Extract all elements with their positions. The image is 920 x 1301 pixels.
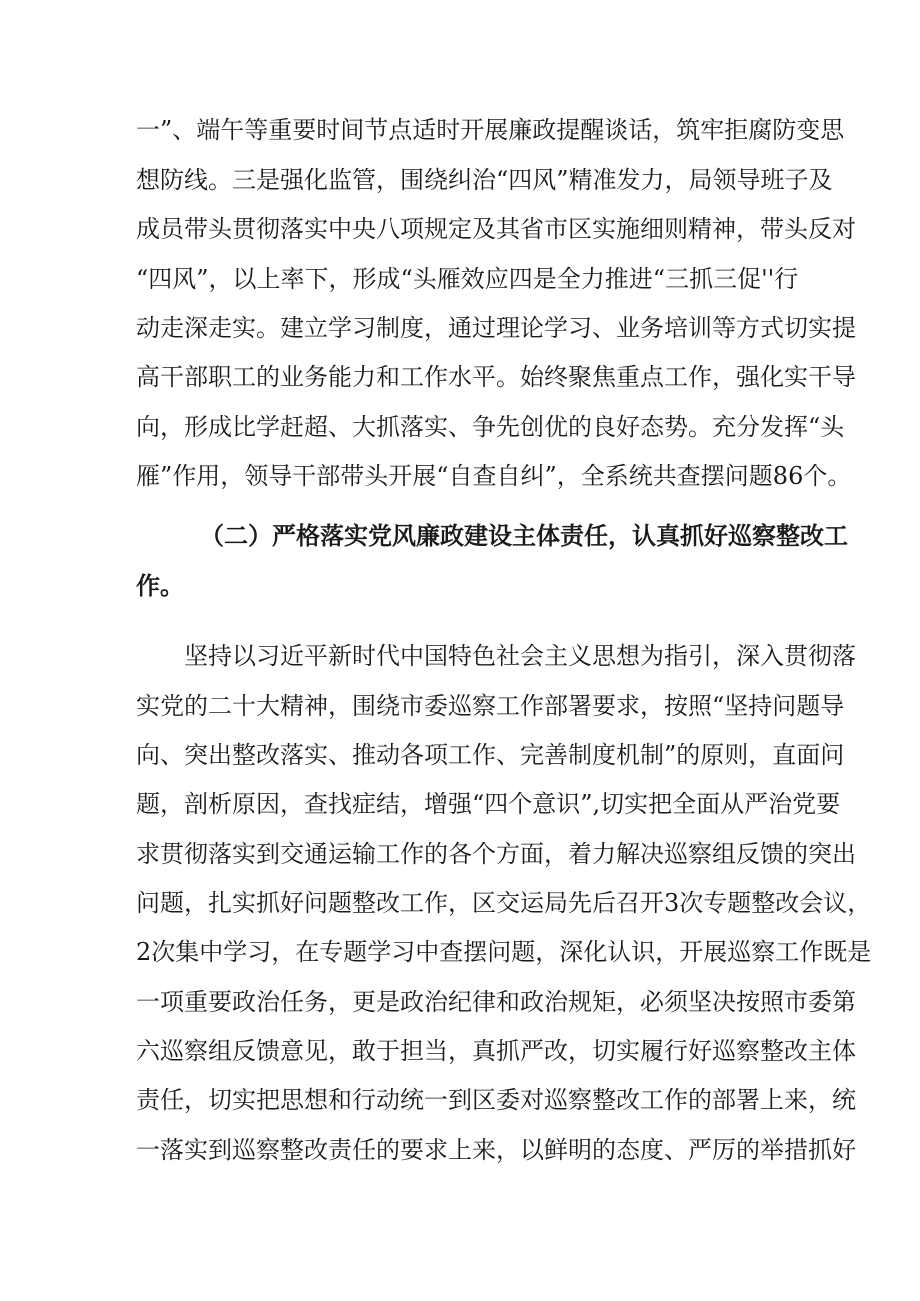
paragraph-2-line: 题，剖析原因，查找症结，增强“四个意识”,切实把全面从严治党要 xyxy=(136,790,841,818)
paragraph-2-line: 六巡察组反馈意见，敢于担当，真抓严改，切实履行好巡察整改主体 xyxy=(136,1037,856,1065)
paragraph-2-line: 责任，切实把思想和行动统一到区委对巡察整改工作的部署上来，统 xyxy=(136,1086,856,1114)
paragraph-1-line: 一”、端午等重要时间节点适时开展廉政提醒谈话，筑牢拒腐防变思 xyxy=(136,116,845,144)
paragraph-2-line: 求贯彻落实到交通运输工作的各个方面，着力解决巡察组反馈的突出 xyxy=(136,840,856,868)
paragraph-2-line: 实党的二十大精神，围绕市委巡察工作部署要求，按照“坚持问题导 xyxy=(136,692,845,720)
section-heading-line-1: （二）严格落实党风廉政建设主体责任，认真抓好巡察整改工 xyxy=(200,521,848,550)
paragraph-1-line: 高干部职工的业务能力和工作水平。始终聚焦重点工作，强化实干导 xyxy=(136,363,856,391)
paragraph-2-line: 问题，扎实抓好问题整改工作，区交运局先后召开3次专题整改会议， xyxy=(136,889,872,917)
paragraph-2-line: 一项重要政治任务，更是政治纪律和政治规矩，必须坚决按照市委第 xyxy=(136,988,856,1016)
paragraph-1-line: “四风”，以上率下，形成“头雁效应四是全力推进“三抓三促''行 xyxy=(136,265,799,293)
section-heading-line-2: 作。 xyxy=(136,571,184,600)
paragraph-1-line: 动走深走实。建立学习制度，通过理论学习、业务培训等方式切实提 xyxy=(136,314,856,342)
paragraph-2-line: 2次集中学习，在专题学习中查摆问题，深化认识，开展巡察工作既是 xyxy=(136,938,872,966)
paragraph-1-line: 向，形成比学赶超、大抓落实、争先创优的良好态势。充分发挥“头 xyxy=(136,413,845,441)
paragraph-1-line: 雁”作用，领导干部带头开展“自查自纠”，全系统共查摆问题86个。 xyxy=(136,462,852,490)
paragraph-2-line: 坚持以习近平新时代中国特色社会主义思想为指引，深入贯彻落 xyxy=(184,642,856,670)
paragraph-1-line: 想防线。三是强化监管，围绕纠治“四风”精准发力，局领导班子及 xyxy=(136,166,833,194)
paragraph-1-line: 成员带头贯彻落实中央八项规定及其省市区实施细则精神，带头反对 xyxy=(136,215,856,243)
paragraph-2-line: 向、突出整改落实、推动各项工作、完善制度机制”的原则，直面问 xyxy=(136,741,845,769)
paragraph-2-line: 一落实到巡察整改责任的要求上来，以鲜明的态度、严厉的举措抓好 xyxy=(136,1136,856,1164)
